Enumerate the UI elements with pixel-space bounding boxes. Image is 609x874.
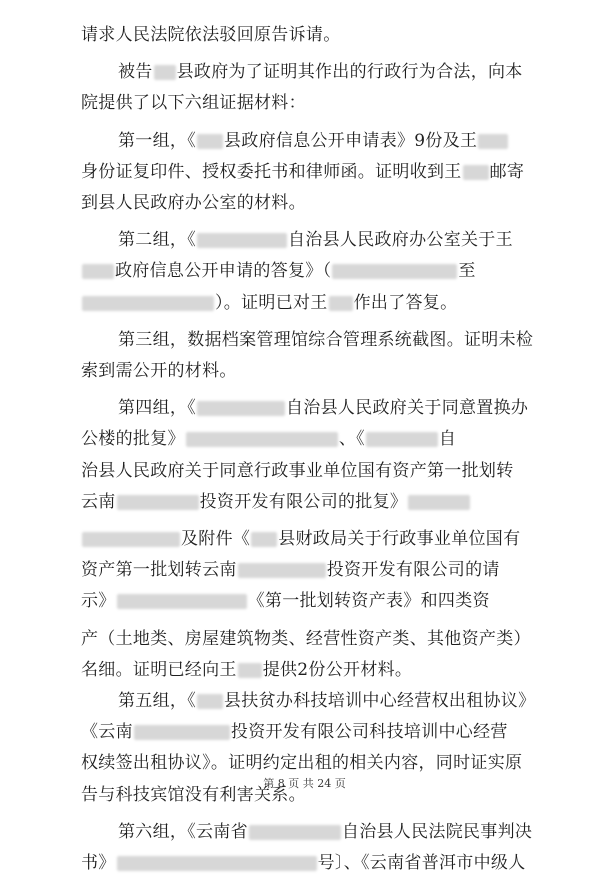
text: 第一组，《 — [118, 130, 196, 151]
text-line — [81, 491, 471, 513]
redaction — [82, 296, 214, 311]
text: 产（土地类、房屋建筑物类、经营性资产类、其他资产类） — [81, 628, 531, 649]
text: 治县人民政府关于同意行政事业单位国有资产第一批划转 — [81, 460, 514, 481]
text: 投资开发有限公司的请 — [326, 560, 500, 581]
text-line — [81, 460, 514, 482]
text-line — [81, 161, 524, 183]
text: 县政府信息公开申请表》9份及王 — [224, 130, 478, 151]
text: 第五组，《 — [118, 691, 196, 711]
text-line — [81, 628, 531, 650]
text: 自治县人民政府关于同意置换办 — [286, 398, 529, 419]
text: 第四组，《 — [118, 398, 196, 419]
text: 、《 — [338, 429, 365, 450]
redaction — [366, 432, 438, 447]
text: 县政府为了证明其作出的行政行为合法，向本 — [176, 62, 523, 83]
text: 被告 — [118, 62, 153, 83]
text: 号〕、《云南省普洱市中级人 — [317, 853, 526, 873]
text: 请求人民法院依法驳回原告诉请。 — [81, 25, 341, 45]
redaction — [251, 532, 277, 547]
text: 第三组，数据档案管理馆综合管理系统截图。证明未检 — [118, 329, 534, 350]
redaction — [197, 401, 285, 416]
text: 索到需公开的材料。 — [81, 361, 237, 381]
text: 权续签出租协议》。证明约定出租的相关内容，同时证实原 — [81, 753, 523, 774]
text: 《第一批划转资产表》和四类资 — [247, 591, 490, 612]
text-line — [81, 659, 412, 681]
text: 资产第一批划转云南 — [81, 560, 237, 581]
text-line — [118, 229, 513, 251]
text: 第六组，《云南省 — [118, 821, 248, 842]
text: 作出了答复。 — [353, 292, 458, 313]
text: 自 — [438, 429, 457, 450]
redaction — [82, 532, 180, 547]
text-line — [81, 721, 508, 743]
text-line — [81, 192, 306, 214]
redaction — [82, 264, 114, 279]
redaction — [249, 825, 341, 840]
redaction — [197, 233, 287, 248]
text-line — [81, 260, 476, 282]
text: 身份证复印件、授权委托书和律师函。证明收到王 — [81, 161, 462, 182]
text-line — [81, 559, 500, 581]
redaction — [408, 495, 470, 510]
text: 书》 — [81, 853, 116, 873]
redaction — [332, 264, 457, 279]
text: 名细。证明已经向王 — [81, 659, 237, 680]
text: 院提供了以下六组证据材料： — [81, 93, 306, 114]
text: 公楼的批复》 — [81, 429, 185, 450]
text: 提供2份公开材料。 — [262, 659, 413, 680]
text-line — [81, 852, 526, 874]
text: 《云南 — [81, 722, 133, 743]
text-line — [81, 360, 237, 382]
text-line — [81, 590, 490, 612]
text: 告与科技宾馆没有利害关系。 — [81, 784, 306, 805]
text: 自治县人民法院民事判决 — [341, 821, 533, 842]
text: 邮寄 — [489, 161, 525, 182]
redaction — [134, 725, 230, 740]
redaction — [463, 165, 489, 180]
page-footer: 第 8 页 共 24 页 — [263, 777, 346, 790]
text: ）。证明已对王 — [215, 292, 328, 313]
text: 示》 — [81, 591, 116, 612]
text-line — [81, 24, 341, 46]
text: 至 — [458, 261, 476, 282]
redaction — [117, 856, 317, 871]
text: 县财政局关于行政事业单位国有 — [278, 529, 521, 549]
text: 投资开发有限公司科技培训中心经营 — [230, 722, 508, 743]
text-line — [118, 61, 523, 83]
redaction — [117, 594, 247, 609]
text: 云南 — [81, 491, 116, 512]
text-line — [81, 752, 522, 774]
text-line — [118, 329, 533, 351]
redaction — [197, 694, 223, 709]
redaction — [117, 495, 199, 510]
redaction — [329, 296, 353, 311]
text-line — [81, 428, 456, 450]
text: 及附件《 — [181, 529, 251, 549]
text: 到县人民政府办公室的材料。 — [81, 193, 306, 213]
redaction — [186, 432, 338, 447]
text-line — [81, 292, 457, 314]
text: 投资开发有限公司的批复》 — [199, 491, 408, 512]
text: 自治县人民政府办公室关于王 — [288, 230, 513, 251]
text-line — [81, 528, 520, 550]
text-line — [118, 821, 532, 843]
redaction — [154, 65, 176, 80]
text: 县扶贫办科技培训中心经营权出租协议》 — [224, 691, 536, 711]
text: 政府信息公开申请的答复》（ — [115, 261, 332, 282]
text-line — [81, 92, 306, 114]
text-line — [118, 130, 509, 152]
redaction — [238, 663, 262, 678]
redaction — [197, 134, 223, 149]
text-line — [118, 397, 528, 419]
redaction — [238, 563, 326, 578]
redaction — [478, 134, 508, 149]
text-line — [118, 690, 535, 712]
text: 第二组，《 — [118, 230, 196, 251]
